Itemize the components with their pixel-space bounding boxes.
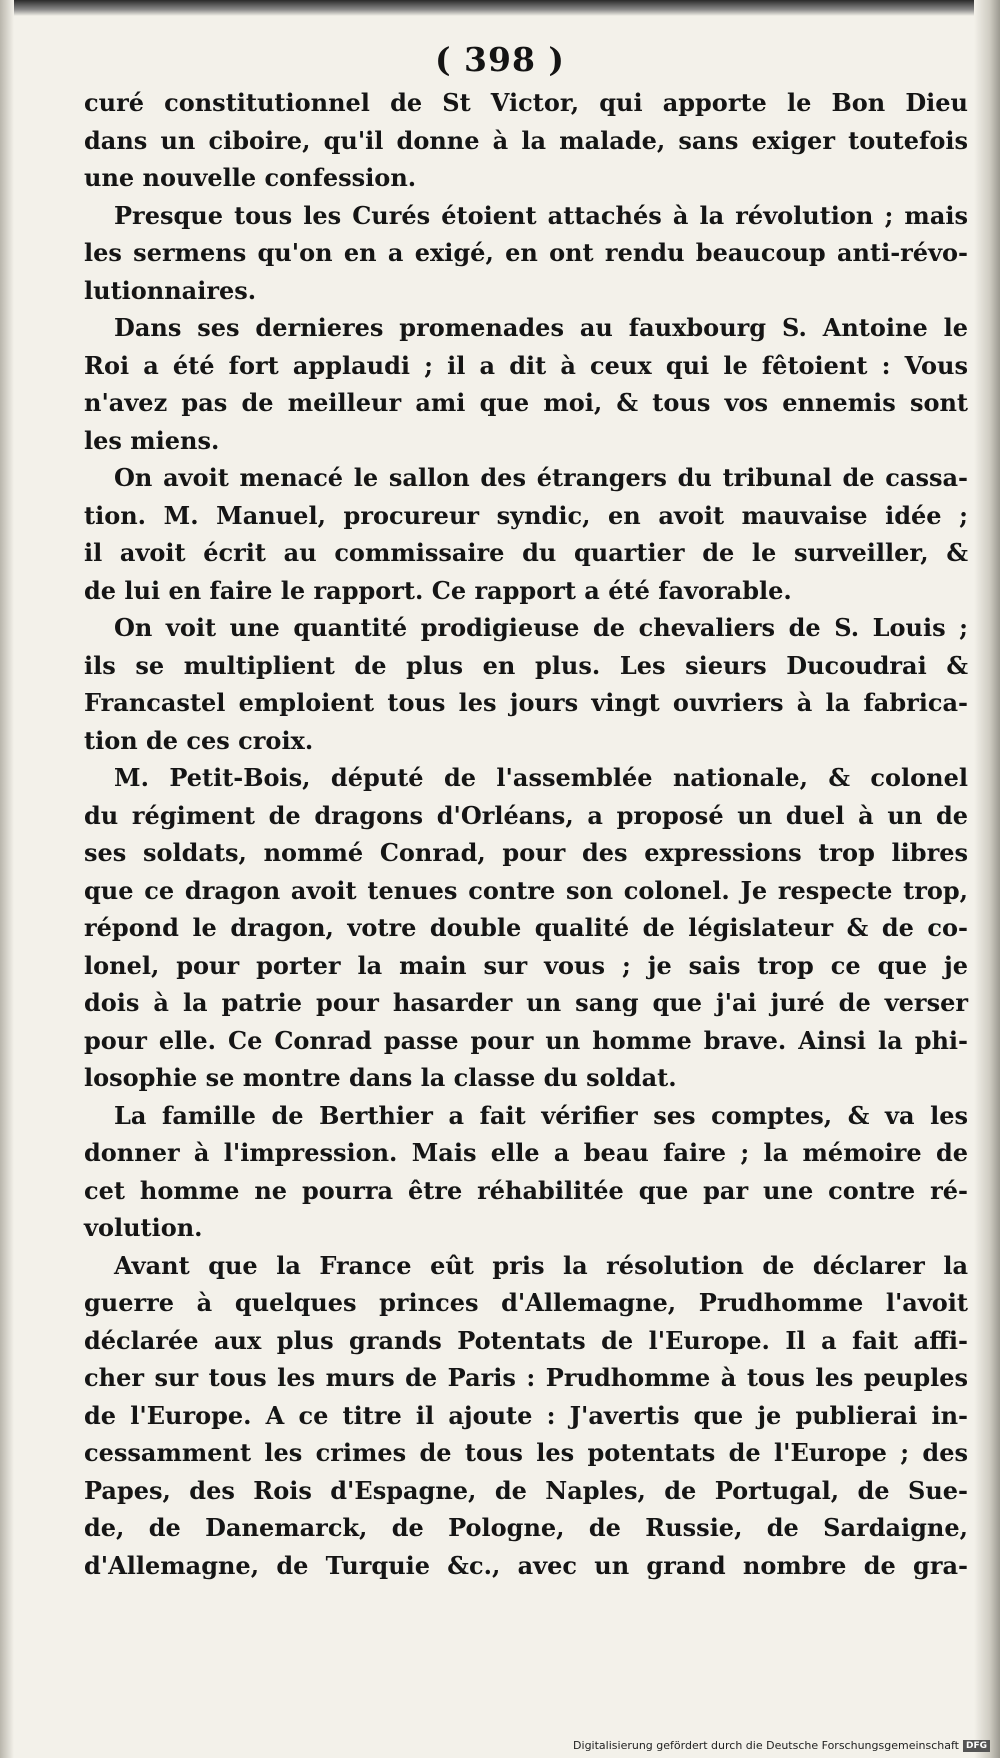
- page-left-shadow: [0, 0, 14, 1758]
- text-line: de l'Europe. A ce titre il ajoute : J'avertis que je publierai in-: [84, 1400, 968, 1430]
- text-line: Avant que la France eût pris la résolution de déclarer la: [114, 1250, 968, 1280]
- text-line: Roi a été fort applaudi ; il a dit à ceux qui le fêtoient : Vous: [84, 350, 968, 380]
- text-line: pour elle. Ce Conrad passe pour un homme brave. Ainsi la phi-: [84, 1025, 968, 1055]
- text-line: de lui en faire le rapport. Ce rapport a été favorable.: [84, 575, 792, 605]
- text-line: les miens.: [84, 425, 220, 455]
- text-line: donner à l'impression. Mais elle a beau faire ; la mémoire de: [84, 1138, 968, 1167]
- text-line: On voit une quantité prodigieuse de chevaliers de S. Louis ;: [114, 613, 968, 642]
- page-right-shadow: [974, 0, 1000, 1758]
- text-line: La famille de Berthier a fait vérifier ses comptes, & va les: [114, 1100, 968, 1130]
- text-line: répond le dragon, votre double qualité de législateur & de co-: [84, 913, 968, 942]
- footer-credit: Digitalisierung gefördert durch die Deutsche Forschungsgemeinschaft: [573, 1739, 959, 1752]
- text-line: de, de Danemarck, de Pologne, de Russie, de Sardaigne,: [84, 1513, 968, 1542]
- text-line: M. Petit-Bois, député de l'assemblée nationale, & colonel: [114, 763, 968, 792]
- text-line: les sermens qu'on en a exigé, en ont rendu beaucoup anti-révo-: [84, 238, 968, 267]
- text-line: déclarée aux plus grands Potentats de l'Europe. Il a fait affi-: [84, 1325, 968, 1355]
- page-number: ( 398 ): [434, 40, 566, 79]
- text-line: Papes, des Rois d'Espagne, de Naples, de Portugal, de Sue-: [84, 1475, 968, 1505]
- text-line: cessamment les crimes de tous les potentats de l'Europe ; des: [84, 1438, 968, 1467]
- body-text: [84, 84, 968, 1584]
- text-line: du régiment de dragons d'Orléans, a proposé un duel à un de: [84, 800, 968, 830]
- text-line: losophie se montre dans la classe du soldat.: [84, 1063, 677, 1092]
- text-line: dois à la patrie pour hasarder un sang que j'ai juré de verser: [84, 988, 968, 1017]
- text-line: tion de ces croix.: [84, 725, 314, 755]
- text-line: Presque tous les Curés étoient attachés à la révolution ; mais: [114, 200, 968, 230]
- text-line: dans un ciboire, qu'il donne à la malade, sans exiger toutefois: [84, 125, 968, 155]
- text-line: que ce dragon avoit tenues contre son colonel. Je respecte trop,: [84, 875, 968, 905]
- text-line: guerre à quelques princes d'Allemagne, Prudhomme l'avoit: [84, 1288, 968, 1317]
- text-line: n'avez pas de meilleur ami que moi, & tous vos ennemis sont: [84, 388, 968, 417]
- text-line: curé constitutionnel de St Victor, qui apporte le Bon Dieu: [84, 88, 968, 117]
- digitization-footer: [573, 1739, 990, 1752]
- text-line: cet homme ne pourra être réhabilitée que par une contre ré-: [84, 1175, 968, 1205]
- text-line: Francastel emploient tous les jours vingt ouvriers à la fabrica-: [84, 688, 968, 717]
- text-line: ses soldats, nommé Conrad, pour des expressions trop libres: [84, 838, 968, 867]
- page-top-shadow: [0, 0, 1000, 16]
- text-line: On avoit menacé le sallon des étrangers du tribunal de cassa-: [114, 463, 968, 492]
- text-line: d'Allemagne, de Turquie &c., avec un grand nombre de gra-: [84, 1550, 968, 1580]
- text-line: lonel, pour porter la main sur vous ; je sais trop ce que je: [84, 950, 968, 980]
- text-line: Dans ses dernieres promenades au fauxbourg S. Antoine le: [114, 313, 968, 342]
- text-line: une nouvelle confession.: [84, 163, 417, 192]
- text-line: ils se multiplient de plus en plus. Les sieurs Ducoudrai &: [84, 650, 968, 680]
- text-line: tion. M. Manuel, procureur syndic, en avoit mauvaise idée ;: [84, 500, 968, 530]
- text-line: cher sur tous les murs de Paris : Prudhomme à tous les peuples: [84, 1363, 968, 1392]
- dfg-logo-icon: DFG: [963, 1740, 990, 1752]
- text-line: il avoit écrit au commissaire du quartier de le surveiller, &: [84, 538, 968, 567]
- text-line: volution.: [84, 1213, 203, 1242]
- text-line: lutionnaires.: [84, 275, 257, 305]
